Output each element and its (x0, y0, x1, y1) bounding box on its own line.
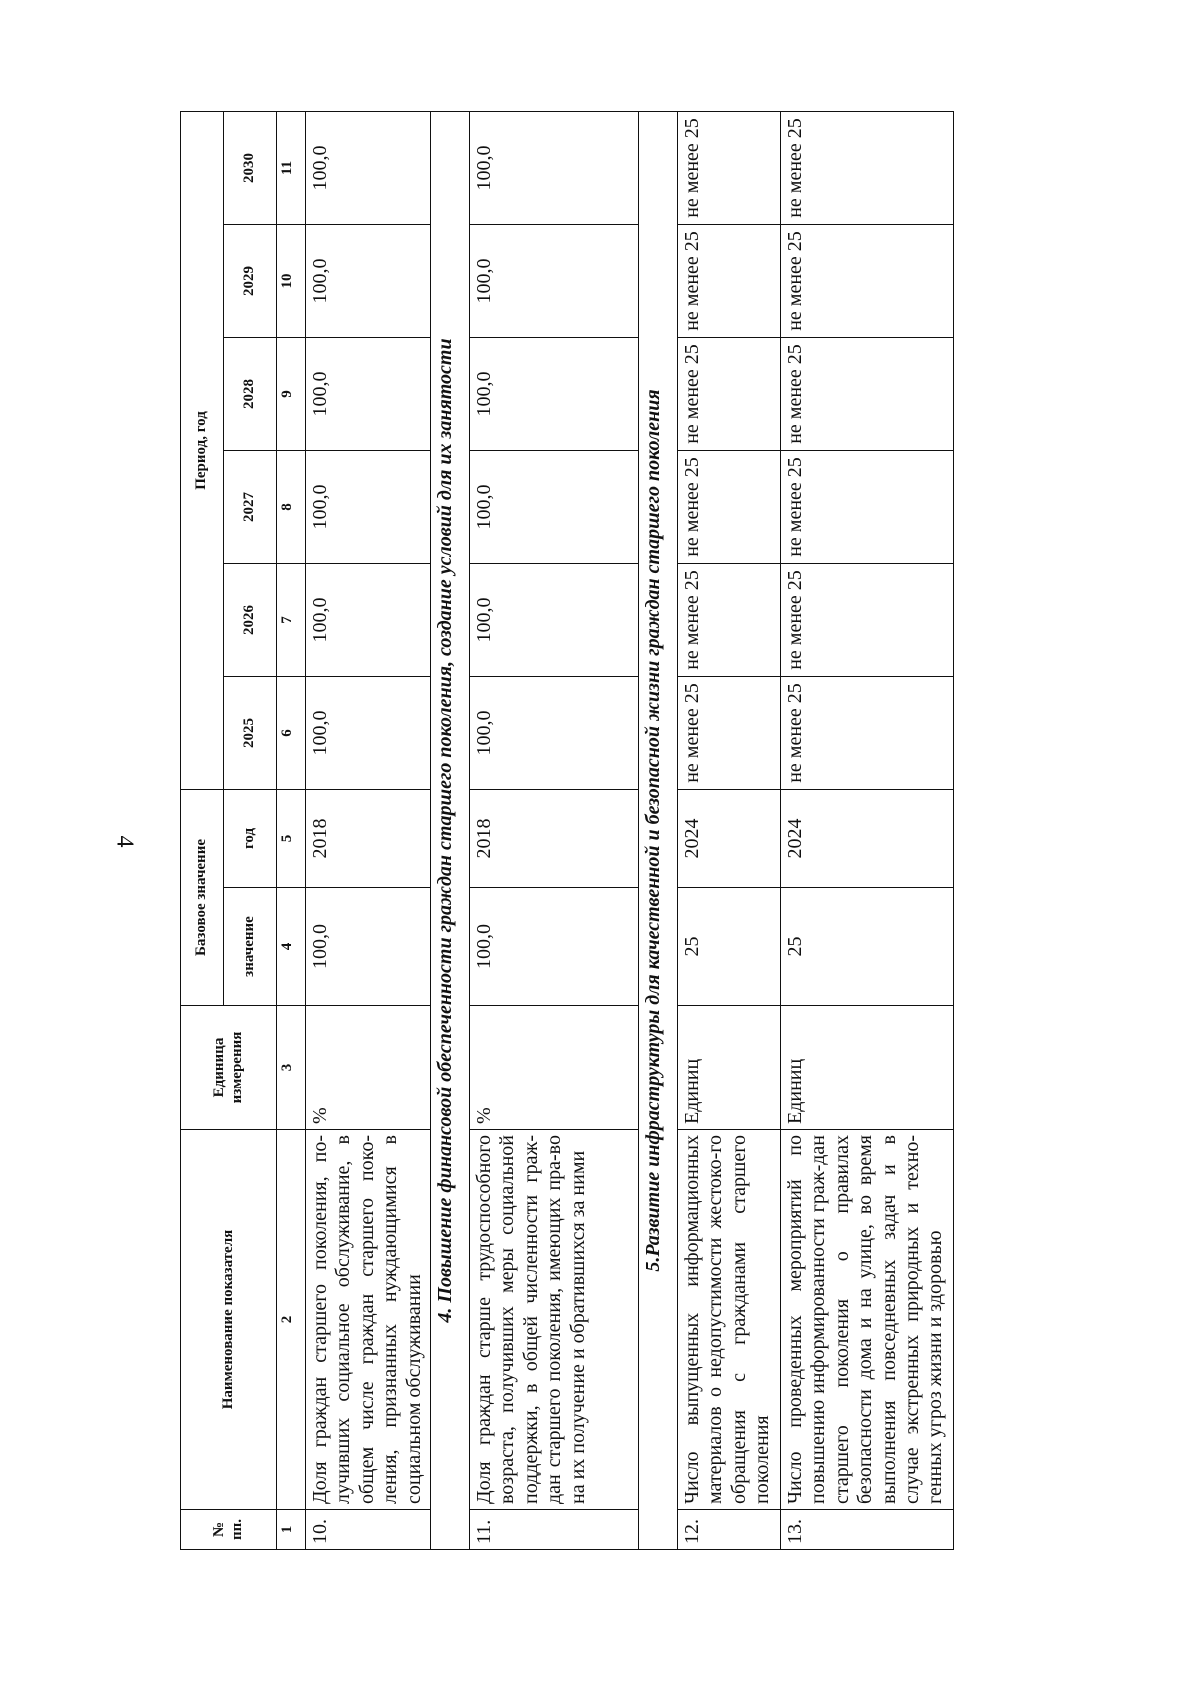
year-value: 100,0 (306, 225, 431, 338)
table-row (306, 111, 431, 1549)
base-year: 2018 (470, 790, 639, 888)
column-number: 1 (277, 1510, 306, 1550)
header-year: 2027 (224, 451, 277, 564)
indicator-name: Доля граждан старше трудоспособного возраста, получивших меры социальной поддержки, в общей численности граж-дан старшего поколения, имеющих пра-во на их получение и обратившихся за ними (470, 1130, 639, 1510)
base-value: 100,0 (306, 888, 431, 1006)
header-year: 2025 (224, 677, 277, 790)
year-value: 100,0 (306, 451, 431, 564)
unit: Единиц (781, 1006, 954, 1130)
column-number: 6 (277, 677, 306, 790)
unit: % (306, 1006, 431, 1130)
year-value: не менее 25 (678, 451, 781, 564)
year-value: не менее 25 (678, 677, 781, 790)
year-value: не менее 25 (781, 677, 954, 790)
base-year: 2024 (781, 790, 954, 888)
base-year: 2024 (678, 790, 781, 888)
year-value: не менее 25 (781, 451, 954, 564)
column-number: 5 (277, 790, 306, 888)
base-year: 2018 (306, 790, 431, 888)
indicator-name: Число проведенных мероприятий по повышению информированности граж-дан старшего поколения о правилах безопасности дома и на улице, во время выполнения повседневных задач и в случае экстренных природных и техно-генных угроз жизни и здоровью (781, 1130, 954, 1510)
year-value: не менее 25 (678, 564, 781, 677)
row-num: 12. (678, 1510, 781, 1550)
year-value: 100,0 (306, 564, 431, 677)
column-number: 4 (277, 888, 306, 1006)
base-value: 25 (781, 888, 954, 1006)
section-title: 5.Развитие инфраструктуры для качественной и безопасной жизни граждан старшего поколения (639, 111, 678, 1549)
column-number: 2 (277, 1130, 306, 1510)
year-value: 100,0 (470, 564, 639, 677)
year-value: не менее 25 (781, 338, 954, 451)
year-value: 100,0 (306, 111, 431, 224)
row-num: 10. (306, 1510, 431, 1550)
base-value: 25 (678, 888, 781, 1006)
year-value: не менее 25 (781, 111, 954, 224)
year-value: 100,0 (306, 677, 431, 790)
year-value: не менее 25 (781, 564, 954, 677)
header-year: 2028 (224, 338, 277, 451)
year-value: не менее 25 (678, 111, 781, 224)
header-year: 2030 (224, 111, 277, 224)
year-value: не менее 25 (678, 225, 781, 338)
year-value: 100,0 (470, 677, 639, 790)
section-title: 4. Повышение финансовой обеспеченности граждан старшего поколения, создание условий для их занятости (431, 111, 470, 1549)
section-row (431, 111, 470, 1549)
year-value: не менее 25 (781, 225, 954, 338)
header-period: Период, год (181, 111, 224, 789)
year-value: 100,0 (470, 338, 639, 451)
header-num: № пп. (181, 1510, 277, 1550)
column-number: 10 (277, 225, 306, 338)
table-row (678, 111, 781, 1549)
header-year: 2029 (224, 225, 277, 338)
header-year: 2026 (224, 564, 277, 677)
row-num: 13. (781, 1510, 954, 1550)
unit: % (470, 1006, 639, 1130)
year-value: 100,0 (470, 225, 639, 338)
indicator-name: Число выпущенных информационных материалов о недопустимости жестоко-го обращения с гражданами старшего поколения (678, 1130, 781, 1510)
indicators-table (180, 111, 954, 1550)
column-number: 3 (277, 1006, 306, 1130)
column-number: 7 (277, 564, 306, 677)
column-number: 11 (277, 111, 306, 224)
header-name: Наименование показателя (181, 1130, 277, 1510)
rotated-table-wrapper (180, 112, 947, 1550)
column-number: 9 (277, 338, 306, 451)
header-base-year: год (224, 790, 277, 888)
unit: Единиц (678, 1006, 781, 1130)
page-number: 4 (111, 835, 138, 848)
year-value: не менее 25 (678, 338, 781, 451)
header-base: Базовое значение (181, 790, 224, 1006)
year-value: 100,0 (470, 451, 639, 564)
base-value: 100,0 (470, 888, 639, 1006)
column-number: 8 (277, 451, 306, 564)
table-row (781, 111, 954, 1549)
table-row (470, 111, 639, 1549)
section-row (639, 111, 678, 1549)
header-unit: Единица измерения (181, 1006, 277, 1130)
indicator-name: Доля граждан старшего поколения, по-лучивших социальное обслуживание, в общем числе граждан старшего поко-ления, признанных нуждающимися в социальном обслуживании (306, 1130, 431, 1510)
row-num: 11. (470, 1510, 639, 1550)
column-numbers-row (277, 111, 306, 1549)
year-value: 100,0 (306, 338, 431, 451)
header-base-value: значение (224, 888, 277, 1006)
year-value: 100,0 (470, 111, 639, 224)
